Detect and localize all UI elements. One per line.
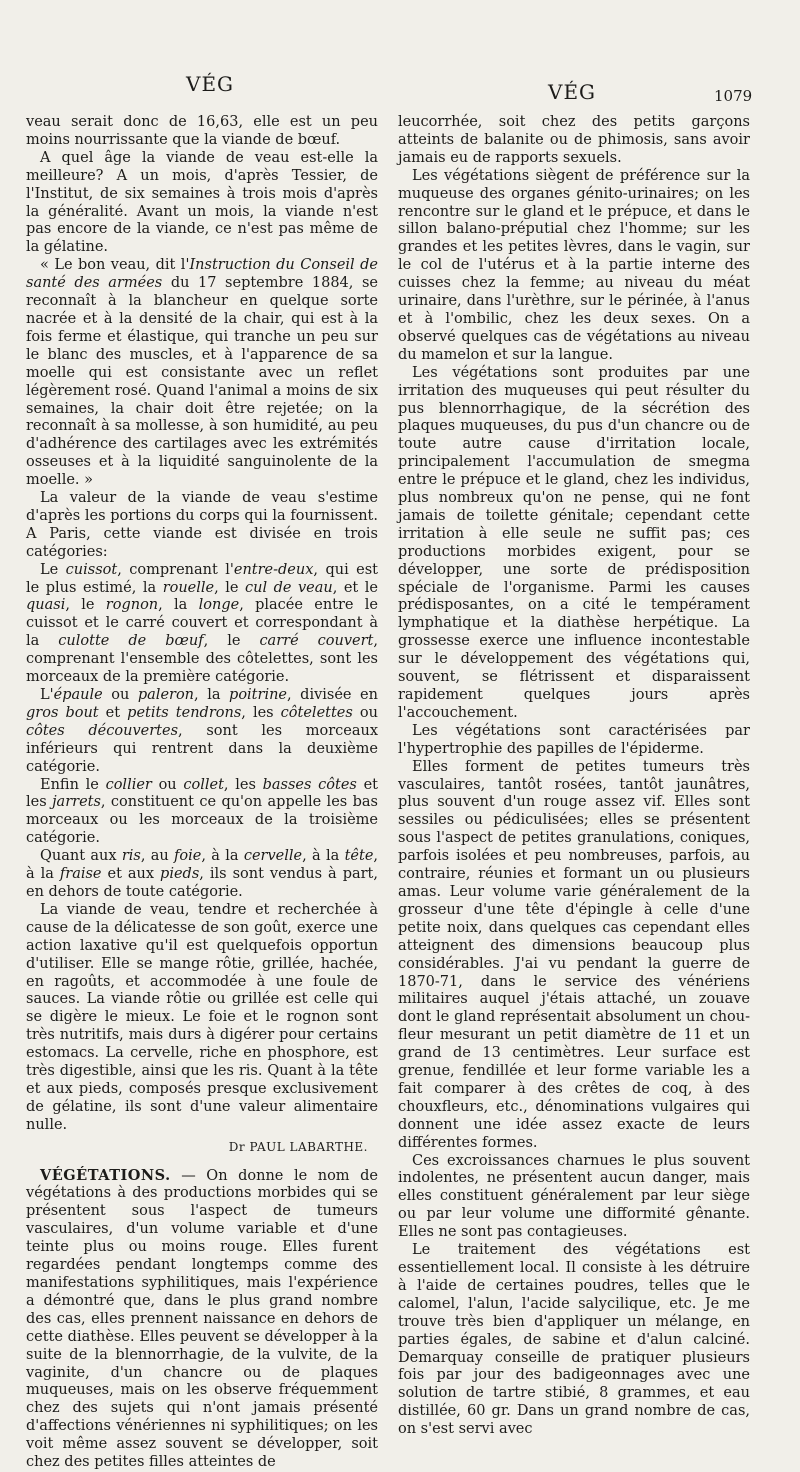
- italic-text-run: culotte de bœuf: [58, 633, 204, 650]
- right-column: [398, 114, 750, 1438]
- italic-text-run: basses côtes: [262, 776, 357, 793]
- text-run: , divisée en: [287, 687, 378, 703]
- italic-text-run: collier: [105, 776, 152, 793]
- text-run: , la: [194, 687, 230, 703]
- text-run: , qui est le plus estimé, la: [26, 561, 378, 596]
- paragraph: [26, 777, 378, 849]
- italic-text-run: fraise: [59, 866, 102, 883]
- italic-text-run: petits tendrons: [127, 704, 242, 721]
- text-run: « Le bon veau, dit l': [40, 257, 190, 274]
- italic-text-run: longe: [198, 597, 240, 614]
- left-column: [26, 114, 379, 1471]
- text-run: , les: [223, 776, 263, 793]
- paragraph: Les végétations siègent de préférence sur la muqueuse des organes génito-urinaires; on les rencontre sur le gland et le prépuce, et dans le sillon balano-préputial chez l'homme; sur les grandes et les petites lèvres, dans le vagin, sur le col de l'utérus et à la partie interne des cuisses chez la femme; au niveau du méat urinaire, dans l'urèthre, sur le périnée, à l'anus et à l'ombilic, chez les deux sexes. On a observé quelques cas de végétations au niveau du mamelon et sur la langue.: [398, 167, 750, 363]
- paragraph: Le traitement des végétations est essentiellement local. Il consiste à les détruire à l'aide de certaines poudres, telles que le calomel, l'alun, l'acide salycilique, etc. Je me trouve très bien d'appliquer un mélange, en parties égales, de sabine et d'alun calciné. Demarquay conseille de pratiquer plusieurs fois par jour des badigeonnages avec une solution de tartre stibié, 8 grammes, et eau distillée, 60 gr. Dans un grand nombre de cas, on s'est servi avec: [398, 1242, 750, 1438]
- text-run: , à la: [302, 848, 345, 865]
- text-run: , placée entre le cuissot et le carré couvert et correspondant à la: [26, 597, 379, 650]
- italic-text-run: épaule: [53, 687, 103, 703]
- paragraph: La viande de veau, tendre et recherchée à cause de la délicatesse de son goût, exerce une action laxative qu'il est quelquefois opportun d'utiliser. Elle se mange rôtie, grillée, hachée, en ragoûts, et accommodée à une foule de sauces. La viande rôtie ou grillée est celle qui se digère le mieux. Le foie et le rognon sont très nutritifs, mais durs à digérer pour certains estomacs. La cervelle, riche en phosphore, est très digestible, ainsi que les ris. Quant à la tête et aux pieds, composés presque exclusivement de gélatine, ils sont d'une valeur alimentaire nulle.: [26, 901, 378, 1133]
- italic-text-run: gros bout: [26, 704, 99, 721]
- text-run: , la: [158, 597, 199, 614]
- italic-text-run: quasi: [26, 597, 66, 614]
- paragraph: La valeur de la viande de veau s'estime d'après les portions du corps qui la fournissent. A Paris, cette viande est divisée en trois catégories:: [26, 490, 378, 560]
- text-run: , comprenant l'ensemble des côtelettes, sont les morceaux de la première catégorie.: [26, 633, 378, 686]
- italic-text-run: côtes découvertes: [26, 722, 179, 739]
- text-run: ou: [151, 776, 184, 793]
- italic-text-run: cervelle: [243, 848, 303, 865]
- text-run: , le: [203, 633, 260, 650]
- italic-text-run: pieds: [160, 866, 200, 883]
- paragraph: [26, 687, 378, 777]
- text-run: — On donne le nom de végétations à des productions morbides qui se présentent sous l'aspect de tumeurs vasculaires, d'un volume variable et d'une teinte plus ou moins rouge. Elles furent regardées pendant longtemps comme des manifestations syphilitiques, mais l'expérience a démontré que, dans le plus grand nombre des cas, elles prennent naissance en dehors de cette diathèse. Elles peuvent se développer à la suite de la blennorrhagie, de la vulvite, de la vaginite, d'un chancre ou de plaques muqueuses, mais on les observe fréquemment chez des sujets qui n'ont jamais présenté d'affections vénériennes ni syphilitiques; on les voit même assez souvent se développer, soit chez des petites filles atteintes de: [26, 1167, 378, 1471]
- italic-text-run: tête: [344, 848, 374, 865]
- text-run: ou: [352, 704, 378, 721]
- text-run: et aux: [101, 866, 161, 883]
- text-run: , le: [65, 597, 106, 614]
- text-run: , les: [241, 704, 281, 721]
- italic-text-run: Instruction du Conseil de santé des armées: [26, 257, 378, 292]
- text-run: Enfin le: [40, 776, 106, 793]
- text-run: , à la: [201, 848, 244, 865]
- page-number: 1079: [714, 87, 753, 105]
- italic-text-run: foie: [174, 848, 202, 865]
- author-signature: Dr PAUL LABARTHE.: [228, 1139, 368, 1154]
- italic-text-run: côtelettes: [280, 704, 353, 721]
- italic-text-run: rouelle: [162, 579, 215, 596]
- entry-headword: VÉGÉTATIONS.: [40, 1166, 171, 1184]
- text-run: du 17 septembre 1884, se reconnaît à la blancheur en quelque sorte nacrée et à la densité de la chair, qui est à la fois ferme et élastique, qui tranche un peu sur le blanc des muscles, et à l'apparence de sa moelle qui est consistante avec un reflet légèrement rosé. Quand l'animal a moins de six semaines, la chair doit être rejetée; on la reconnaît à sa mollesse, à son humidité, au peu d'adhérence des cartilages avec les extrémités osseuses et à la liquidité sanguinolente de la moelle. »: [26, 275, 378, 489]
- paragraph: Les végétations sont caractérisées par l'hypertrophie des papilles de l'épiderme.: [398, 722, 750, 757]
- text-run: , comprenant l': [117, 561, 234, 578]
- italic-text-run: paleron: [137, 687, 195, 703]
- dictionary-entry: [26, 1167, 378, 1472]
- text-run: Le: [40, 561, 66, 578]
- running-header: [0, 72, 800, 106]
- text-run: , ils sont vendus à part, en dehors de toute catégorie.: [26, 866, 378, 900]
- paragraph: Ces excroissances charnues le plus souvent indolentes, ne présentent aucun danger, mais elles constituent généralement par leur siège ou par leur volume une difformité gênante. Elles ne sont pas contagieuses.: [398, 1152, 750, 1241]
- paragraph: leucorrhée, soit chez des petits garçons atteints de balanite ou de phimosis, sans avoir jamais eu de rapports sexuels.: [398, 114, 750, 166]
- italic-text-run: jarrets: [52, 794, 101, 811]
- italic-text-run: poitrine: [229, 687, 287, 703]
- text-run: et: [98, 704, 128, 721]
- left-running-head: VÉG: [186, 72, 235, 96]
- text-run: , sont les morceaux inférieurs qui rentrent dans la deuxième catégorie.: [26, 722, 378, 775]
- right-running-head: VÉG: [548, 80, 597, 104]
- text-run: , à la: [26, 848, 379, 883]
- paragraph: Les végétations sont produites par une irritation des muqueuses qui peut résulter du pus blennorrhagique, de la sécrétion des plaques muqueuses, du pus d'un chancre ou de toute autre cause d'irritation locale, principalement l'accumulation de smegma entre le prépuce et le gland, chez les individus, plus nombreux qu'on ne pense, qui ne font jamais de toilette génitale; cependant cette irritation à elle seule ne suffit pas; ces productions morbides exigent, pour se développer, une sorte de prédisposition spéciale de l'organisme. Parmi les causes prédisposantes, on a cité le tempérament lymphatique et la diathèse herpétique. La grossesse exerce une influence incontestable sur le développement des végétations qui, souvent, se flétrissent et disparaissent rapidement quelques jours après l'accouchement.: [398, 364, 750, 721]
- text-run: et les: [26, 776, 378, 811]
- italic-text-run: entre-deux: [233, 561, 314, 578]
- text-run: , et le: [332, 579, 378, 596]
- paragraph: [26, 562, 378, 687]
- paragraph: Elles forment de petites tumeurs très vasculaires, tantôt rosées, tantôt jaunâtres, plus souvent d'un rouge assez vif. Elles sont sessiles ou pédiculisées; elles se présentent sous l'aspect de petites granulations, coniques, parfois isolées et peu nombreuses, parfois, au contraire, réunies et formant un ou plusieurs amas. Leur volume varie généralement de la grosseur d'une tête d'épingle à celle d'une petite noix, dans quelques cas cependant elles atteignent des dimensions beaucoup plus considérables. J'ai vu pendant la guerre de 1870-71, dans le service des vénériens militaires auquel j'étais attaché, un zouave dont le gland représentait absolument un chou-fleur mesurant un petit diamètre de 11 et un grand de 13 centimètres. Leur surface est grenue, fendillée et leur forme variable les a fait comparer à des crêtes de coq, à des chouxfleurs, etc., dénominations vulgaires qui donnent une idée assez exacte de leurs différentes formes.: [398, 758, 750, 1151]
- paragraph: veau serait donc de 16,63, elle est un peu moins nourrissante que la viande de bœuf.: [26, 114, 378, 148]
- italic-text-run: cul de veau: [244, 579, 333, 596]
- text-run: , constituent ce qu'on appelle les bas morceaux ou les morceaux de la troisième catégorie.: [26, 794, 378, 847]
- text-run: L': [40, 687, 54, 703]
- paragraph: A quel âge la viande de veau est-elle la meilleure? A un mois, d'après Tessier, de l'Institut, de six semaines à trois mois d'après la généralité. Avant un mois, la viande n'est pas encore de la viande, ce n'est pas même de la gélatine.: [26, 149, 378, 256]
- text-run: , le: [214, 579, 245, 596]
- italic-text-run: rognon: [105, 597, 159, 614]
- italic-text-run: cuissot: [65, 561, 118, 578]
- italic-text-run: ris: [121, 848, 141, 865]
- paragraph: [26, 848, 378, 902]
- text-run: , au: [140, 848, 175, 865]
- text-run: ou: [102, 687, 138, 703]
- paragraph: [26, 257, 378, 490]
- text-run: Quant aux: [40, 848, 122, 865]
- italic-text-run: carré couvert: [259, 633, 374, 650]
- italic-text-run: collet: [183, 776, 224, 793]
